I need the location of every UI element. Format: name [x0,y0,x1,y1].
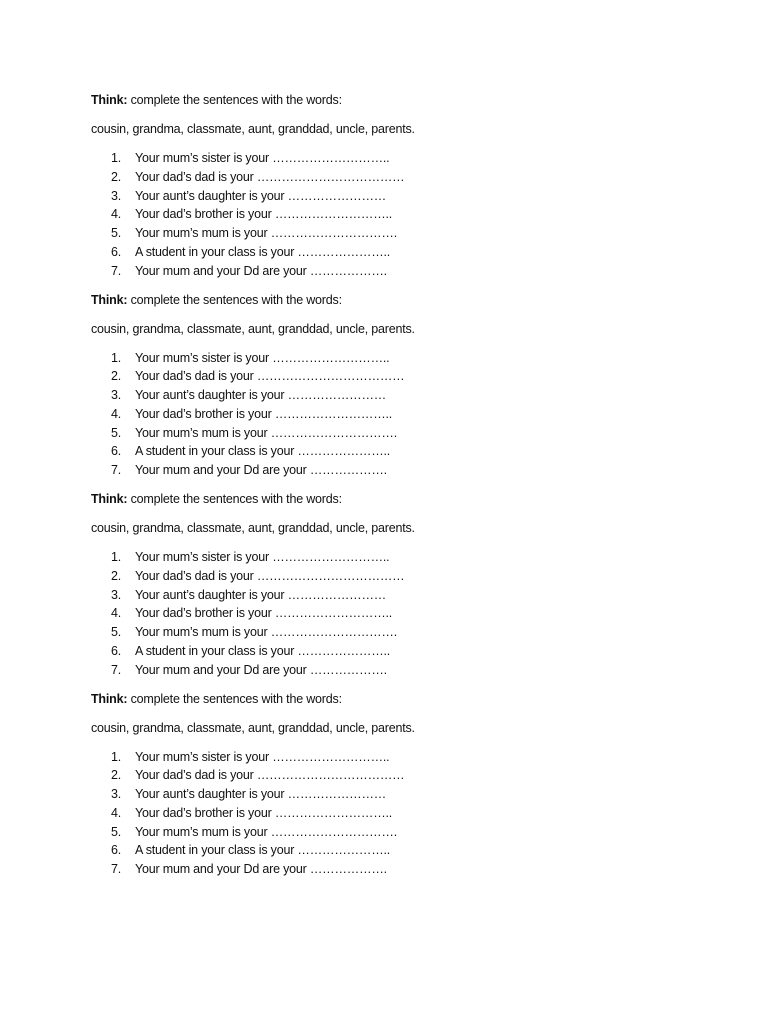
exercise-block-1 [91,93,711,293]
instruction-line [91,692,342,706]
worksheet-page [91,93,711,891]
sentence-number: 5. [111,824,122,839]
sentence-text: Your aunt’s daughter is your …………………… [135,787,387,802]
sentence-number: 5. [111,226,122,241]
sentence-number: 2. [111,169,122,184]
sentence-text: Your mum and your Dd are your ………………. [135,862,387,877]
sentence-text: Your mum and your Dd are your ………………. [135,263,387,278]
sentence-text: Your dad’s brother is your ……………………….. [135,207,393,222]
sentence-number: 6. [111,643,122,658]
sentence-number: 1. [111,151,122,165]
sentence-text: Your dad’s dad is your ……………………………… [135,768,405,783]
sentence-number: 1. [111,749,122,764]
exercise-block-4 [91,692,711,892]
sentence-text: Your dad’s brother is your ……………………….. [135,606,393,621]
sentence-text: Your dad’s dad is your ……………………………… [135,169,405,184]
exercise-block-3 [91,492,711,692]
sentence-number: 7. [111,662,122,677]
sentence-text: Your mum and your Dd are your ………………. [135,463,387,478]
instruction-line [91,93,342,107]
sentence-text: A student in your class is your ………………….. [135,444,391,459]
sentence-text: Your dad’s dad is your ……………………………… [135,369,405,384]
sentence-text: Your mum’s sister is your ……………………….. [135,350,390,365]
sentence-number: 5. [111,425,122,440]
instruction-text: complete the sentences with the words: [127,691,342,706]
sentence-number: 3. [111,787,122,802]
sentence-text: Your mum’s sister is your ……………………….. [135,550,390,564]
sentence-text: Your dad’s dad is your ……………………………… [135,568,405,583]
exercise-block-2 [91,293,711,493]
word-bank: cousin, grandma, classmate, aunt, granddad, uncle, parents. [91,122,415,136]
sentence-number: 1. [111,550,122,564]
sentence-number: 3. [111,388,122,403]
sentence-text: Your mum’s sister is your ……………………….. [135,749,390,764]
sentence-text: A student in your class is your ………………….. [135,244,391,259]
sentence-text: Your dad’s brother is your ……………………….. [135,406,393,421]
sentence-number: 1. [111,350,122,365]
instruction-line [91,492,342,506]
sentence-number: 4. [111,805,122,820]
sentence-text: Your aunt’s daughter is your …………………… [135,388,387,403]
sentence-number: 2. [111,369,122,384]
sentence-text: Your mum’s mum is your …………………………. [135,425,397,440]
sentence-number: 7. [111,463,122,478]
think-label: Think: [91,93,128,107]
sentence-text: A student in your class is your ………………….. [135,643,391,658]
word-bank: cousin, grandma, classmate, aunt, granddad, uncle, parents. [91,321,415,336]
sentence-text: Your mum’s mum is your …………………………. [135,824,397,839]
sentence-number: 2. [111,568,122,583]
sentence-number: 4. [111,207,122,222]
sentence-number: 7. [111,263,122,278]
sentence-number: 7. [111,862,122,877]
sentence-number: 4. [111,606,122,621]
sentence-number: 3. [111,188,122,203]
sentence-text: Your mum’s mum is your …………………………. [135,625,397,640]
sentence-number: 2. [111,768,122,783]
sentence-text: Your mum’s mum is your …………………………. [135,226,397,241]
sentence-text: Your aunt’s daughter is your …………………… [135,587,387,602]
word-bank: cousin, grandma, classmate, aunt, granddad, uncle, parents. [91,720,415,735]
sentence-text: Your mum’s sister is your ……………………….. [135,151,390,165]
sentence-number: 6. [111,244,122,259]
sentence-number: 6. [111,444,122,459]
sentence-number: 5. [111,625,122,640]
instruction-text: complete the sentences with the words: [127,292,342,307]
sentence-text: Your dad’s brother is your ……………………….. [135,805,393,820]
sentence-number: 4. [111,406,122,421]
sentence-number: 3. [111,587,122,602]
word-bank: cousin, grandma, classmate, aunt, granddad, uncle, parents. [91,521,415,535]
sentence-text: A student in your class is your ………………….. [135,843,391,858]
think-label: Think: [91,492,128,506]
sentence-text: Your mum and your Dd are your ………………. [135,662,387,677]
think-label: Think: [91,691,128,706]
think-label: Think: [91,292,128,307]
instruction-text: complete the sentences with the words: [127,93,342,107]
instruction-line [91,293,342,307]
instruction-text: complete the sentences with the words: [127,492,342,506]
sentence-text: Your aunt’s daughter is your …………………… [135,188,387,203]
sentence-number: 6. [111,843,122,858]
